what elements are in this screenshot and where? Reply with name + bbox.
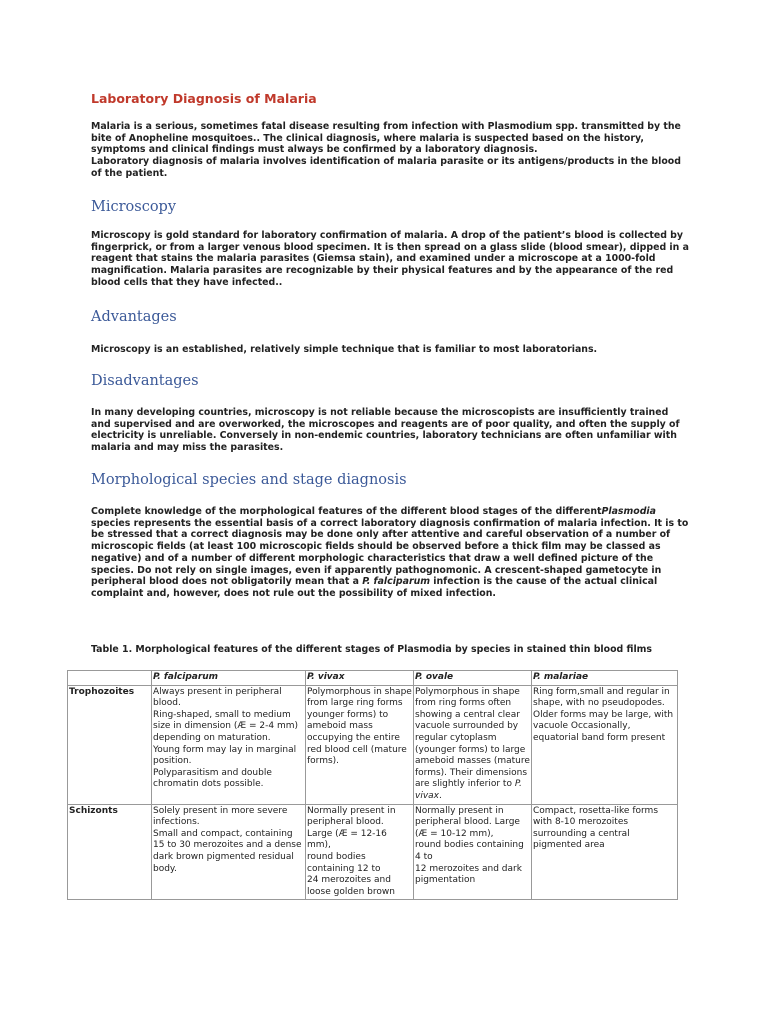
advantages-heading: Advantages: [91, 309, 177, 325]
table-header-row: [68, 671, 678, 686]
table-header-malariae: P. malariae: [532, 671, 678, 686]
table-header-ovale: P. ovale: [414, 671, 532, 686]
ovale-text-end: .: [439, 790, 442, 801]
cell-schizonts-ovale: Normally present in peripheral blood. Large (Æ = 10-12 mm), round bodies containing 4 to 12 merozoites and dark pigmentation: [414, 804, 532, 900]
cell-trophozoites-vivax: Polymorphous in shape from large ring forms younger forms) to ameboid mass occupying the entire red blood cell (mature forms).: [306, 685, 414, 804]
table-header-blank: [68, 671, 152, 686]
cell-schizonts-malariae: Compact, rosetta-like forms with 8-10 merozoites surrounding a central pigmented area: [532, 804, 678, 900]
table-row: [68, 685, 678, 804]
row-stage-trophozoites: Trophozoites: [68, 685, 152, 804]
morphological-text-3: infection is the cause of the actual clinical complaint and, however, does not rule out the possibility of mixed infection.: [91, 576, 658, 599]
microscopy-heading: Microscopy: [91, 199, 177, 215]
intro-section: [91, 121, 691, 180]
document-title: Laboratory Diagnosis of Malaria: [91, 91, 317, 106]
morphological-paragraph: [91, 506, 691, 600]
disadvantages-paragraph: In many developing countries, microscopy is not reliable because the microscopists are insufficiently trained and supervised and are overworked, the microscopes and reagents are of poor quality, and often the supply of electricity is unreliable. Conversely in non-endemic countries, laboratory technicians are often unfamiliar with malaria and may miss the parasites.: [91, 407, 680, 454]
cell-schizonts-vivax: Normally present in peripheral blood. Large (Æ = 12-16 mm), round bodies containing 12 to 24 merozoites and loose golden brown: [306, 804, 414, 900]
table-header-vivax: P. vivax: [306, 671, 414, 686]
morphology-table: [67, 670, 678, 900]
table-header-falciparum: P. falciparum: [152, 671, 306, 686]
cell-schizonts-falciparum: Solely present in more severe infections. Small and compact, containing 15 to 30 merozoites and a dense dark brown pigmented residual body.: [152, 804, 306, 900]
table-row: [68, 804, 678, 900]
morphological-text-2: species represents the essential basis of a correct laboratory diagnosis confirmation of malaria infection. It is to be stressed that a correct diagnosis may be done only after attentive and careful observation of a number of microscopic fields (at least 100 microscopic fields should be observed before a thick film may be classed as negative) and of a number of different morphologic characteristics that draw a well defined picture of the species. Do not rely on single images, even if apparently pathognomonic. A crescent-shaped gametocyte in peripheral blood does not obligatorily mean that a: [91, 517, 689, 588]
intro-paragraph-1: Malaria is a serious, sometimes fatal disease resulting from infection with Plasmodium spp. transmitted by the bite of Anopheline mosquitoes.. The clinical diagnosis, where malaria is suspected based on the history, symptoms and clinical findings must always be confirmed by a laboratory diagnosis.: [91, 121, 681, 156]
table-caption: Table 1. Morphological features of the different stages of Plasmodia by species in stained thin blood films: [91, 644, 653, 655]
ovale-italic-species: P. vivax: [415, 779, 522, 801]
disadvantages-heading: Disadvantages: [91, 373, 199, 389]
morphological-heading: Morphological species and stage diagnosis: [91, 472, 407, 488]
microscopy-paragraph: Microscopy is gold standard for laboratory confirmation of malaria. A drop of the patient’s blood is collected by fingerprick, or from a larger venous blood specimen. It is then spread on a glass slide (blood smear), dipped in a reagent that stains the malaria parasites (Giemsa stain), and examined under a microscope at a 1000-fold magnification. Malaria parasites are recognizable by their physical features and by the appearance of the red blood cells that they have infected..: [91, 230, 689, 288]
row-stage-schizonts: Schizonts: [68, 804, 152, 900]
ovale-text: Polymorphous in shape from ring forms often showing a central clear vacuole surrounded by regular cytoplasm (younger forms) to large ameboid masses (mature forms). Their dimensions are slightly inferior to: [415, 686, 530, 790]
intro-paragraph-2: Laboratory diagnosis of malaria involves identification of malaria parasite or its antigens/products in the blood of the patient.: [91, 156, 681, 179]
morphological-italic-1: Plasmodia: [601, 506, 656, 517]
advantages-paragraph: Microscopy is an established, relatively simple technique that is familiar to most laboratorians.: [91, 344, 598, 355]
cell-trophozoites-malariae: Ring form,small and regular in shape, with no pseudopodes. Older forms may be large, with vacuole Occasionally, equatorial band form present: [532, 685, 678, 804]
cell-trophozoites-ovale: [414, 685, 532, 804]
morphological-italic-2: P. falciparum: [362, 576, 431, 588]
cell-trophozoites-falciparum: Always present in peripheral blood. Ring-shaped, small to medium size in dimension (Æ = 2-4 mm) depending on maturation. Young form may lay in marginal position. Polyparasitism and double chromatin dots possible.: [152, 685, 306, 804]
morphological-text-1: Complete knowledge of the morphological features of the different blood stages of the different: [91, 506, 602, 517]
